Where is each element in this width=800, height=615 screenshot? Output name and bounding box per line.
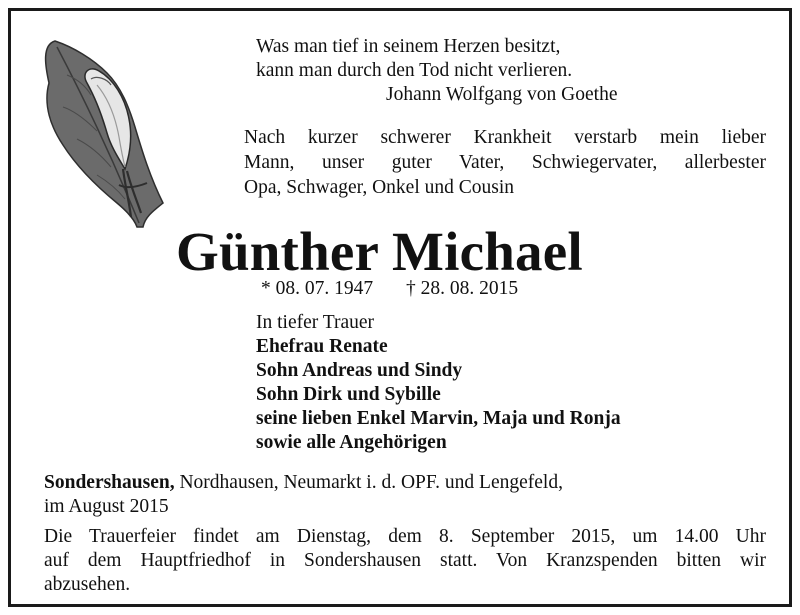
deceased-name: Günther Michael [176,221,583,282]
notice-date: im August 2015 [44,496,169,517]
goethe-quote [256,35,618,107]
death-announcement [244,125,766,200]
quote-author: Johann Wolfgang von Goethe [386,84,618,105]
obituary-notice [8,8,792,607]
quote-line: kann man durch den Tod nicht verlieren. [256,60,573,81]
calla-lily-icon [37,35,167,231]
mourner-entry: Sohn Dirk und Sybille [256,384,441,405]
ceremony-line: auf dem Hauptfriedhof in Sondershausen statt. Von Kranzspenden bitten wir [44,550,766,571]
announcement-line: Opa, Schwager, Onkel und Cousin [244,177,515,198]
death-date: † 28. 08. 2015 [406,278,519,299]
places-line [44,471,563,495]
announcement-line: Mann, unser guter Vater, Schwiegervater, allerbester [244,152,766,173]
ceremony-line: abzusehen. [44,574,131,595]
announcement-line: Nach kurzer schwerer Krankheit verstarb mein lieber [244,127,766,148]
mourner-entry: seine lieben Enkel Marvin, Maja und Ronja [256,408,621,429]
quote-line: Was man tief in seinem Herzen besitzt, [256,36,561,57]
ceremony-line: Die Trauerfeier findet am Dienstag, dem 8. September 2015, um 14.00 Uhr [44,526,766,547]
mourner-entry: Ehefrau Renate [256,336,388,357]
mourner-entry: Sohn Andreas und Sindy [256,360,463,381]
other-places: Nordhausen, Neumarkt i. d. OPF. und Lengefeld, [174,472,563,493]
place-and-date [44,471,563,519]
main-city: Sondershausen, [44,472,175,493]
funeral-information [44,525,766,597]
birth-date: * 08. 07. 1947 [261,278,374,299]
mourners-heading: In tiefer Trauer [256,312,375,333]
mourners-list [256,311,621,455]
mourner-entry: sowie alle Angehörigen [256,432,447,453]
life-dates [261,277,518,301]
